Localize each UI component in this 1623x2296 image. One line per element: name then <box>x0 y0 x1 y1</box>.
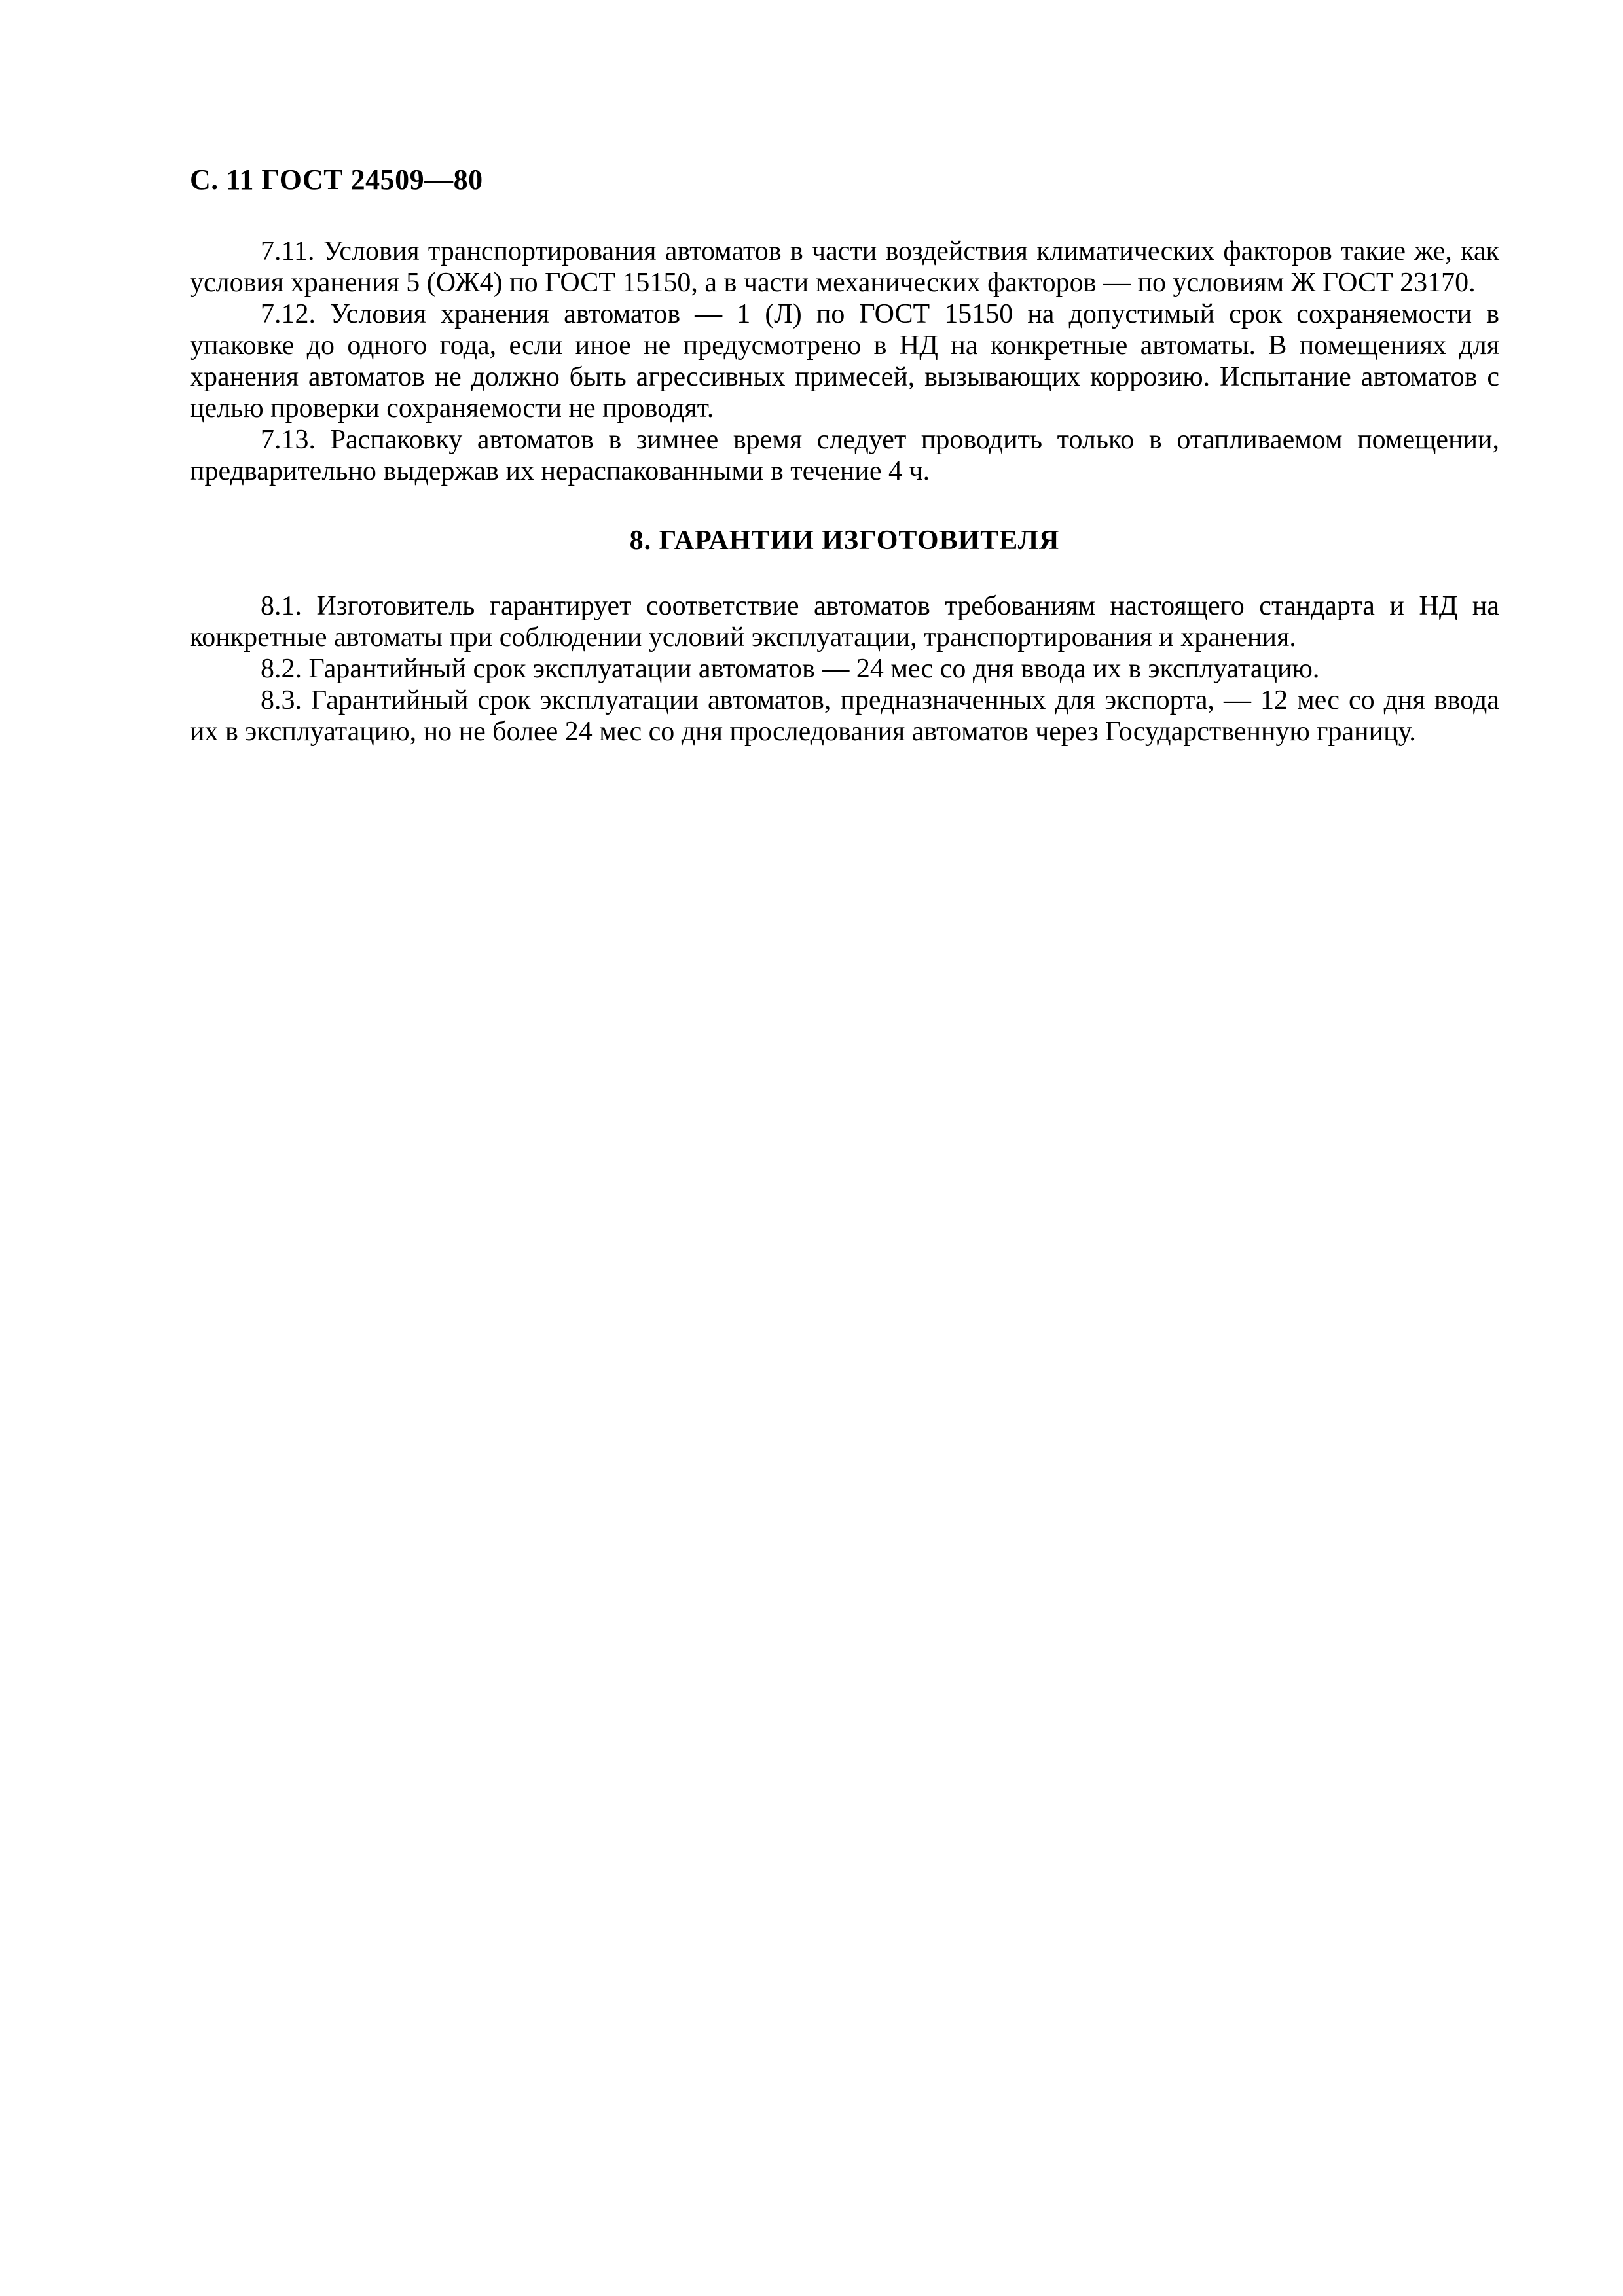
paragraph-8-2: 8.2. Гарантийный срок эксплуатации автоматов — 24 мес со дня ввода их в эксплуатацию. <box>261 654 1320 684</box>
paragraph-7-12: 7.12. Условия хранения автоматов — 1 (Л) по ГОСТ 15150 на допустимый срок сохраняемости в упаковке до одного года, если иное не предусмотрено в НД на конкретные автоматы. В помещениях для хранения автоматов не должно быть агрессивных примесей, вызывающих коррозию. Испытание автоматов с целью проверки сохраняемости не проводят. <box>190 299 1499 423</box>
page-header: С. 11 ГОСТ 24509—80 <box>190 164 483 196</box>
section-7-body <box>190 236 1499 487</box>
paragraph-7-13: 7.13. Распаковку автоматов в зимнее время следует проводить только в отапливаемом помещении, предварительно выдержав их нераспакованными в течение 4 ч. <box>190 425 1499 486</box>
paragraph-7-11: 7.11. Условия транспортирования автоматов в части воздействия климатических факторов такие же, как условия хранения 5 (ОЖ4) по ГОСТ 15150, а в части механических факторов — по условиям Ж ГОСТ 23170. <box>190 236 1499 298</box>
paragraph-8-1: 8.1. Изготовитель гарантирует соответствие автоматов требованиям настоящего стандарта и НД на конкретные автоматы при соблюдении условий эксплуатации, транспортирования и хранения. <box>190 591 1499 653</box>
section-8-title: 8. ГАРАНТИИ ИЗГОТОВИТЕЛЯ <box>629 526 1060 556</box>
document-page <box>190 164 1499 747</box>
section-8-body <box>190 590 1499 747</box>
paragraph-8-3: 8.3. Гарантийный срок эксплуатации автоматов, предназначенных для экспорта, — 12 мес со дня ввода их в эксплуатацию, но не более 24 мес со дня проследования автоматов через Государственную границу. <box>190 685 1499 747</box>
